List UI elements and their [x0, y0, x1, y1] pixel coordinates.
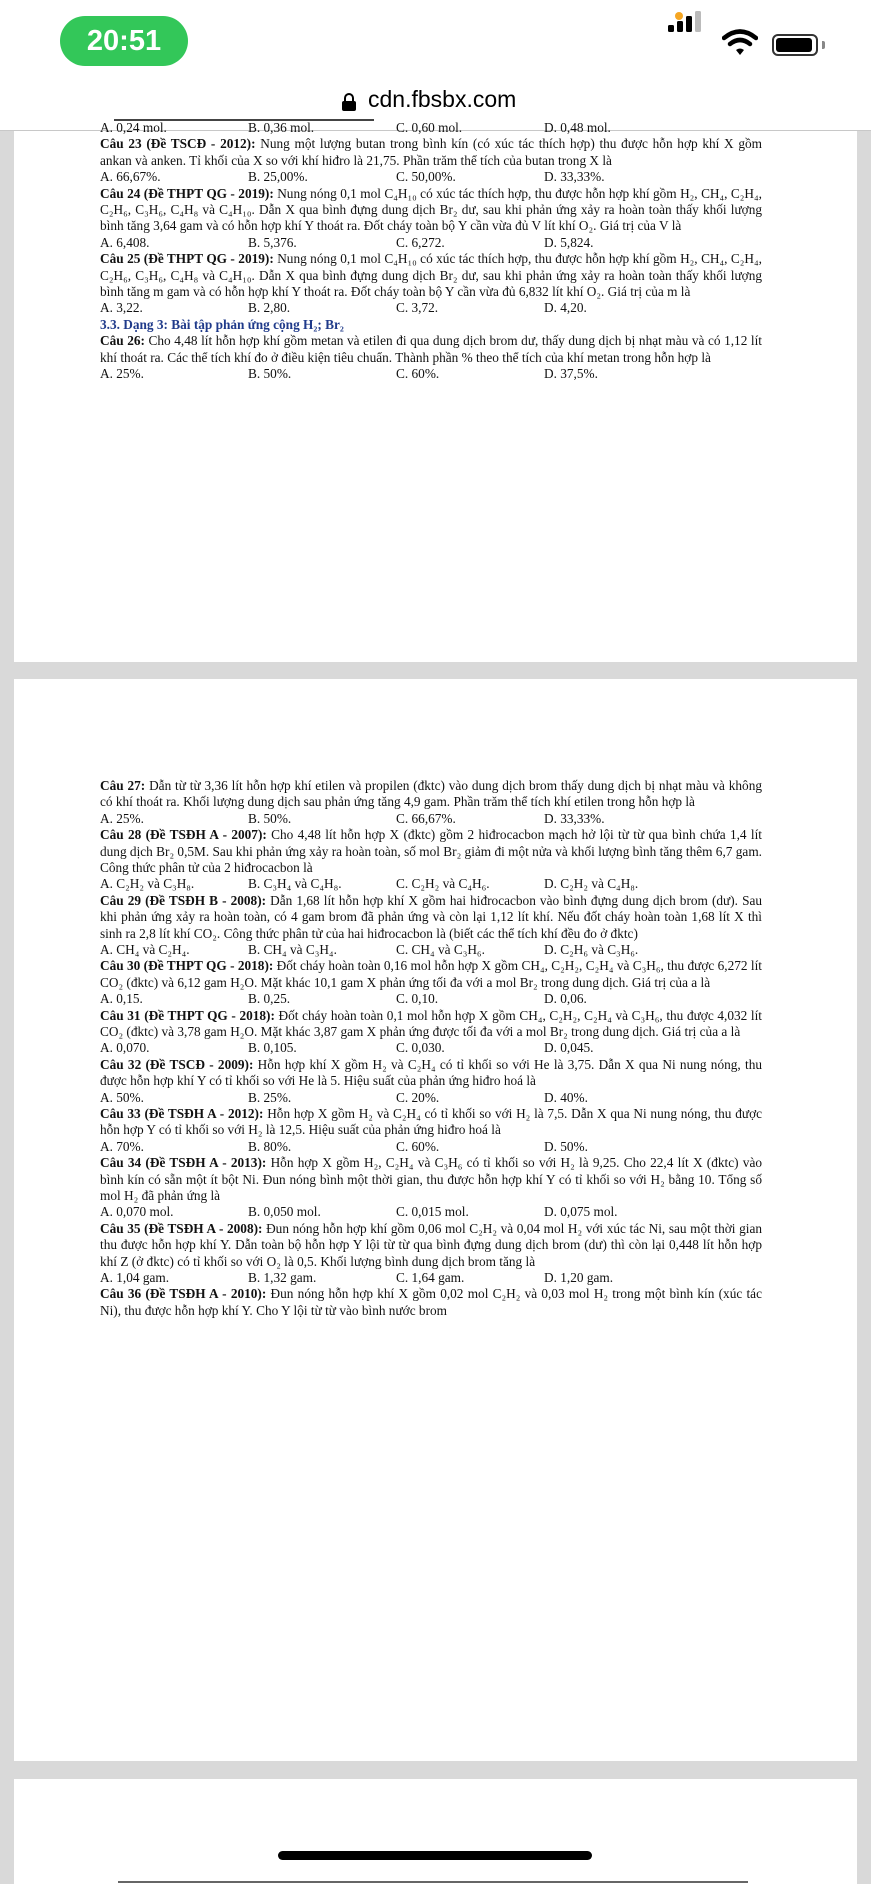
option-d: D. 0,48 mol.: [544, 120, 611, 135]
question-label: Câu 28 (Đề TSĐH A - 2007):: [100, 827, 267, 843]
option-c: C. CH₄ và C₃H₆.: [396, 942, 485, 958]
option-c: C. 3,72.: [396, 300, 439, 316]
options-34: [100, 1204, 762, 1220]
option-c: C. 0,030.: [396, 1040, 445, 1056]
battery-icon: [772, 34, 818, 56]
document-page-3: [14, 1779, 857, 1884]
option-b: B. C₃H₄ và C₄H₈.: [248, 876, 342, 892]
option-d: D. 40%.: [544, 1089, 588, 1105]
options-30: [100, 991, 762, 1007]
section-heading: 3.3. Dạng 3: Bài tập phản ứng cộng H₂; Br₂: [100, 316, 344, 332]
question-28: [100, 827, 762, 876]
option-c: C. 50,00%.: [396, 169, 456, 185]
question-text: Đun nóng hỗn hợp khí gồm 0,06 mol C₂H₂ và 0,04 mol H₂ với xúc tác Ni, sau một thời gian thu được hỗn hợp khí Y. Dẫn toàn bộ hỗn hợp Y lội từ từ qua bình đựng dung dịch brom (dư) thì còn lại 0,448 lít hỗn hợp khí Z (ở đktc) có tỉ khối so với O₂ là 0,5. Khối lượng bình dung dịch brom tăng là: [100, 1220, 762, 1269]
option-d: D. 37,5%.: [544, 366, 598, 382]
clock-pill[interactable]: 20:51: [60, 16, 188, 66]
question-label: Câu 25 (Đề THPT QG - 2019):: [100, 251, 274, 267]
option-c: C. 66,67%.: [396, 810, 456, 826]
options-29: [100, 942, 762, 958]
option-d: D. 4,20.: [544, 300, 587, 316]
question-text: Hỗn hợp khí X gồm H₂ và C₂H₄ có tỉ khối so với He là 3,75. Dẫn X qua Ni nung nóng, thu được hỗn hợp khí Y có tỉ khối so với He là 5. Hiệu suất của phản ứng hiđro hoá là: [100, 1056, 762, 1089]
option-b: B. 0,050 mol.: [248, 1204, 321, 1220]
question-34: [100, 1155, 762, 1204]
question-31: [100, 1008, 762, 1041]
option-d: D. 0,075 mol.: [544, 1204, 618, 1220]
question-23: [100, 136, 762, 169]
option-c: C. 0,60 mol.: [396, 120, 463, 135]
option-d: D. 0,045.: [544, 1040, 594, 1056]
options-27: [100, 811, 762, 827]
option-d: D. 50%.: [544, 1138, 588, 1154]
question-text: Cho 4,48 lít hỗn hợp khí gồm metan và etilen đi qua dung dịch brom dư, thấy dung dịch bị nhạt màu và có 1,12 lít khí thoát ra. Các thể tích khí đo ở điều kiện tiêu chuẩn. Thành phần % theo thể tích của khí metan trong hỗn hợp là: [100, 333, 763, 365]
option-a: A. 0,070 mol.: [100, 1204, 174, 1220]
option-c: C. 6,272.: [396, 234, 445, 250]
question-label: Câu 36 (Đề TSĐH A - 2010):: [100, 1286, 267, 1302]
option-b: B. 50%.: [248, 366, 292, 382]
option-b: B. CH₄ và C₃H₄.: [248, 942, 337, 958]
question-26: [100, 333, 762, 366]
question-label: Câu 29 (Đề TSĐH B - 2008):: [100, 892, 267, 908]
option-a: A. 50%.: [100, 1089, 144, 1105]
options-26: [100, 366, 762, 382]
option-a: A. CH₄ và C₂H₄.: [100, 942, 190, 958]
option-b: B. 2,80.: [248, 300, 291, 316]
question-29: [100, 893, 762, 942]
option-c: C. 60%.: [396, 366, 440, 382]
question-32: [100, 1057, 762, 1090]
option-b: B. 25%.: [248, 1089, 292, 1105]
option-a: A. 70%.: [100, 1138, 144, 1154]
question-text: Đốt cháy hoàn toàn 0,16 mol hỗn hợp X gồm CH₄, C₂H₂, C₂H₄ và C₃H₆, thu được 6,272 lít CO₂ (đktc) và 6,12 gam H₂O. Mặt khác 10,1 gam X phản ứng tối đa với a mol Br₂ trong dung dịch. Giá trị của a là: [100, 958, 763, 990]
question-35: [100, 1221, 762, 1270]
options-32: [100, 1090, 762, 1106]
option-a: A. 25%.: [100, 810, 144, 826]
option-d: D. 5,824.: [544, 234, 594, 250]
status-bar: [0, 0, 871, 82]
question-27: [100, 778, 762, 811]
question-text: Nung một lượng butan trong bình kín (có xúc tác thích hợp) thu được hỗn hợp khí X gồm ankan và anken. Tỉ khối của X so với khí hiđro là 21,75. Phần trăm thể tích của butan trong X là: [100, 136, 762, 168]
options-23: [100, 169, 762, 185]
option-d: D. 0,06.: [544, 991, 587, 1007]
option-b: B. 0,105.: [248, 1040, 297, 1056]
options-31: [100, 1040, 762, 1056]
option-d: D. C₂H₂ và C₄H₈.: [544, 876, 639, 892]
option-c: C. 0,10.: [396, 991, 439, 1007]
option-d: D. 33,33%.: [544, 810, 605, 826]
option-b: B. 80%.: [248, 1138, 292, 1154]
option-a: A. 0,070.: [100, 1040, 150, 1056]
question-30: [100, 958, 762, 991]
option-b: B. 25,00%.: [248, 169, 308, 185]
option-c: C. C₂H₂ và C₄H₆.: [396, 876, 490, 892]
page-2-content: [100, 778, 762, 1319]
option-a: A. 6,408.: [100, 234, 150, 250]
url-text[interactable]: cdn.fbsbx.com: [368, 86, 517, 112]
option-c: C. 0,015 mol.: [396, 1204, 469, 1220]
option-a: A. 66,67%.: [100, 169, 161, 185]
options-35: [100, 1270, 762, 1286]
camera-indicator-icon: [675, 12, 683, 20]
question-24: [100, 186, 762, 235]
option-d: D. 33,33%.: [544, 169, 605, 185]
question-label: Câu 26:: [100, 333, 145, 349]
option-b: B. 1,32 gam.: [248, 1270, 317, 1286]
question-25: [100, 251, 762, 300]
option-a: A. 0,24 mol.: [100, 120, 167, 135]
question-text: Đốt cháy hoàn toàn 0,1 mol hỗn hợp X gồm CH₄, C₂H₂, C₂H₄ và C₃H₆, thu được 4,032 lít CO₂ (đktc) và 3,78 gam H₂O. Mặt khác 3,87 gam X phản ứng được tối đa với a mol Br₂ trong dung dịch. Giá trị của a là: [100, 1007, 762, 1040]
wifi-icon: [722, 29, 758, 57]
options-28: [100, 876, 762, 892]
option-d: D. C₂H₆ và C₃H₆.: [544, 942, 639, 958]
option-a: A. 1,04 gam.: [100, 1270, 170, 1286]
option-b: B. 50%.: [248, 810, 292, 826]
battery-cap: [822, 41, 825, 49]
option-a: A. 25%.: [100, 366, 144, 382]
question-label: Câu 35 (Đề TSĐH A - 2008):: [100, 1220, 263, 1236]
options-25: [100, 300, 762, 316]
options-24: [100, 235, 762, 251]
option-b: B. 0,25.: [248, 991, 291, 1007]
question-text: Nung nóng 0,1 mol C₄H₁₀ có xúc tác thích hợp, thu được hỗn hợp khí gồm H₂, CH₄, C₂H₄, C₂H₆, C₃H₆, C₄H₈ và C₄H₁₀. Dẫn X qua bình đựng dung dịch Br₂ dư, sau khi phản ứng xảy ra hoàn toàn thấy khối lượng bình tăng 3,64 gam và có hỗn hợp khí Y thoát ra. Đốt cháy toàn bộ Y cần vừa đủ V lít khí O₂. Giá trị của V là: [100, 185, 762, 234]
question-label: Câu 31 (Đề THPT QG - 2018):: [100, 1007, 275, 1023]
question-text: Cho 4,48 lít hỗn hợp X (đktc) gồm 2 hiđrocacbon mạch hở lội từ từ qua bình chứa 1,4 lít dung dịch Br₂ 0,5M. Sau khi phản ứng xảy ra hoàn toàn, số mol Br₂ giảm đi một nửa và khối lượng bình tăng thêm 6,7 gam. Công thức phân tử của 2 hiđrocacbon là: [100, 827, 762, 876]
question-text: Đun nóng hỗn hợp khí X gồm 0,02 mol C₂H₂ và 0,03 mol H₂ trong một bình kín (xúc tác Ni), thu được hỗn hợp khí Y. Cho Y lội từ từ vào bình nước brom: [100, 1286, 762, 1318]
question-label: Câu 24 (Đề THPT QG - 2019):: [100, 185, 274, 201]
question-33: [100, 1106, 762, 1139]
lock-icon: [341, 92, 357, 112]
option-c: C. 60%.: [396, 1138, 440, 1154]
question-text: Dẫn 1,68 lít hỗn hợp khí X gồm hai hiđrocacbon vào bình đựng dung dịch brom (dư). Sau khi phản ứng xảy ra hoàn toàn, có 4 gam brom đã phản ứng và còn lại 1,12 lít khí. Nếu đốt cháy hoàn toàn 1,68 lít X thì sinh ra 2,8 lít khí CO₂. Công thức phân tử của hai hiđrocacbon là (biết các thể tích khí đều đo ở đktc): [100, 892, 763, 941]
option-a: A. C₂H₂ và C₃H₈.: [100, 876, 195, 892]
options-prev: [100, 120, 762, 136]
question-label: Câu 30 (Đề THPT QG - 2018):: [100, 958, 274, 974]
question-label: Câu 23 (Đề TSCĐ - 2012):: [100, 136, 256, 152]
option-b: B. 0,36 mol.: [248, 120, 315, 135]
question-36: [100, 1286, 762, 1319]
options-33: [100, 1139, 762, 1155]
question-text: Hỗn hợp X gồm H₂, C₂H₄ và C₃H₆ có tỉ khối so với H₂ là 9,25. Cho 22,4 lít X (đktc) vào bình kín có sẵn một ít bột Ni. Đun nóng bình một thời gian, thu được hỗn hợp khí Y có tỉ khối so với H₂ bằng 10. Tổng số mol H₂ đã phản ứng là: [100, 1155, 762, 1204]
question-text: Hỗn hợp X gồm H₂ và C₂H₄ có tỉ khối so với H₂ là 7,5. Dẫn X qua Ni nung nóng, thu được hỗn hợp Y có tỉ khối so với H₂ là 12,5. Hiệu suất của phản ứng hiđro hoá là: [100, 1106, 762, 1138]
option-a: A. 0,15.: [100, 991, 143, 1007]
option-b: B. 5,376.: [248, 234, 297, 250]
question-text: Dẫn từ từ 3,36 lít hỗn hợp khí etilen và propilen (đktc) vào dung dịch brom thấy dung dịch bị nhạt màu và không có khí thoát ra. Khối lượng dung dịch sau phản ứng tăng 4,9 gam. Phần trăm thể tích khí etilen trong hỗn hợp là: [100, 778, 763, 810]
question-label: Câu 33 (Đề TSĐH A - 2012):: [100, 1106, 264, 1122]
clipped-text-line: [118, 1878, 748, 1884]
option-a: A. 3,22.: [100, 300, 143, 316]
home-indicator[interactable]: [278, 1851, 592, 1860]
question-label: Câu 27:: [100, 778, 146, 793]
question-text: Nung nóng 0,1 mol C₄H₁₀ có xúc tác thích hợp, thu được hỗn hợp khí gồm H₂, CH₄, C₂H₄, C₂H₆, C₃H₆, C₄H₈ và C₄H₁₀. Dẫn X qua bình đựng dung dịch Br₂ dư, sau khi phản ứng xảy ra hoàn toàn thấy khối lượng bình tăng m gam và có hỗn hợp khí Y thoát ra. Đốt cháy toàn bộ Y cần vừa đủ 6,832 lít khí O₂. Giá trị của m là: [100, 251, 762, 300]
option-c: C. 1,64 gam.: [396, 1270, 465, 1286]
option-c: C. 20%.: [396, 1089, 440, 1105]
page-1-content: [100, 120, 762, 382]
question-label: Câu 32 (Đề TSCĐ - 2009):: [100, 1056, 254, 1072]
option-d: D. 1,20 gam.: [544, 1270, 614, 1286]
question-label: Câu 34 (Đề TSĐH A - 2013):: [100, 1155, 267, 1171]
